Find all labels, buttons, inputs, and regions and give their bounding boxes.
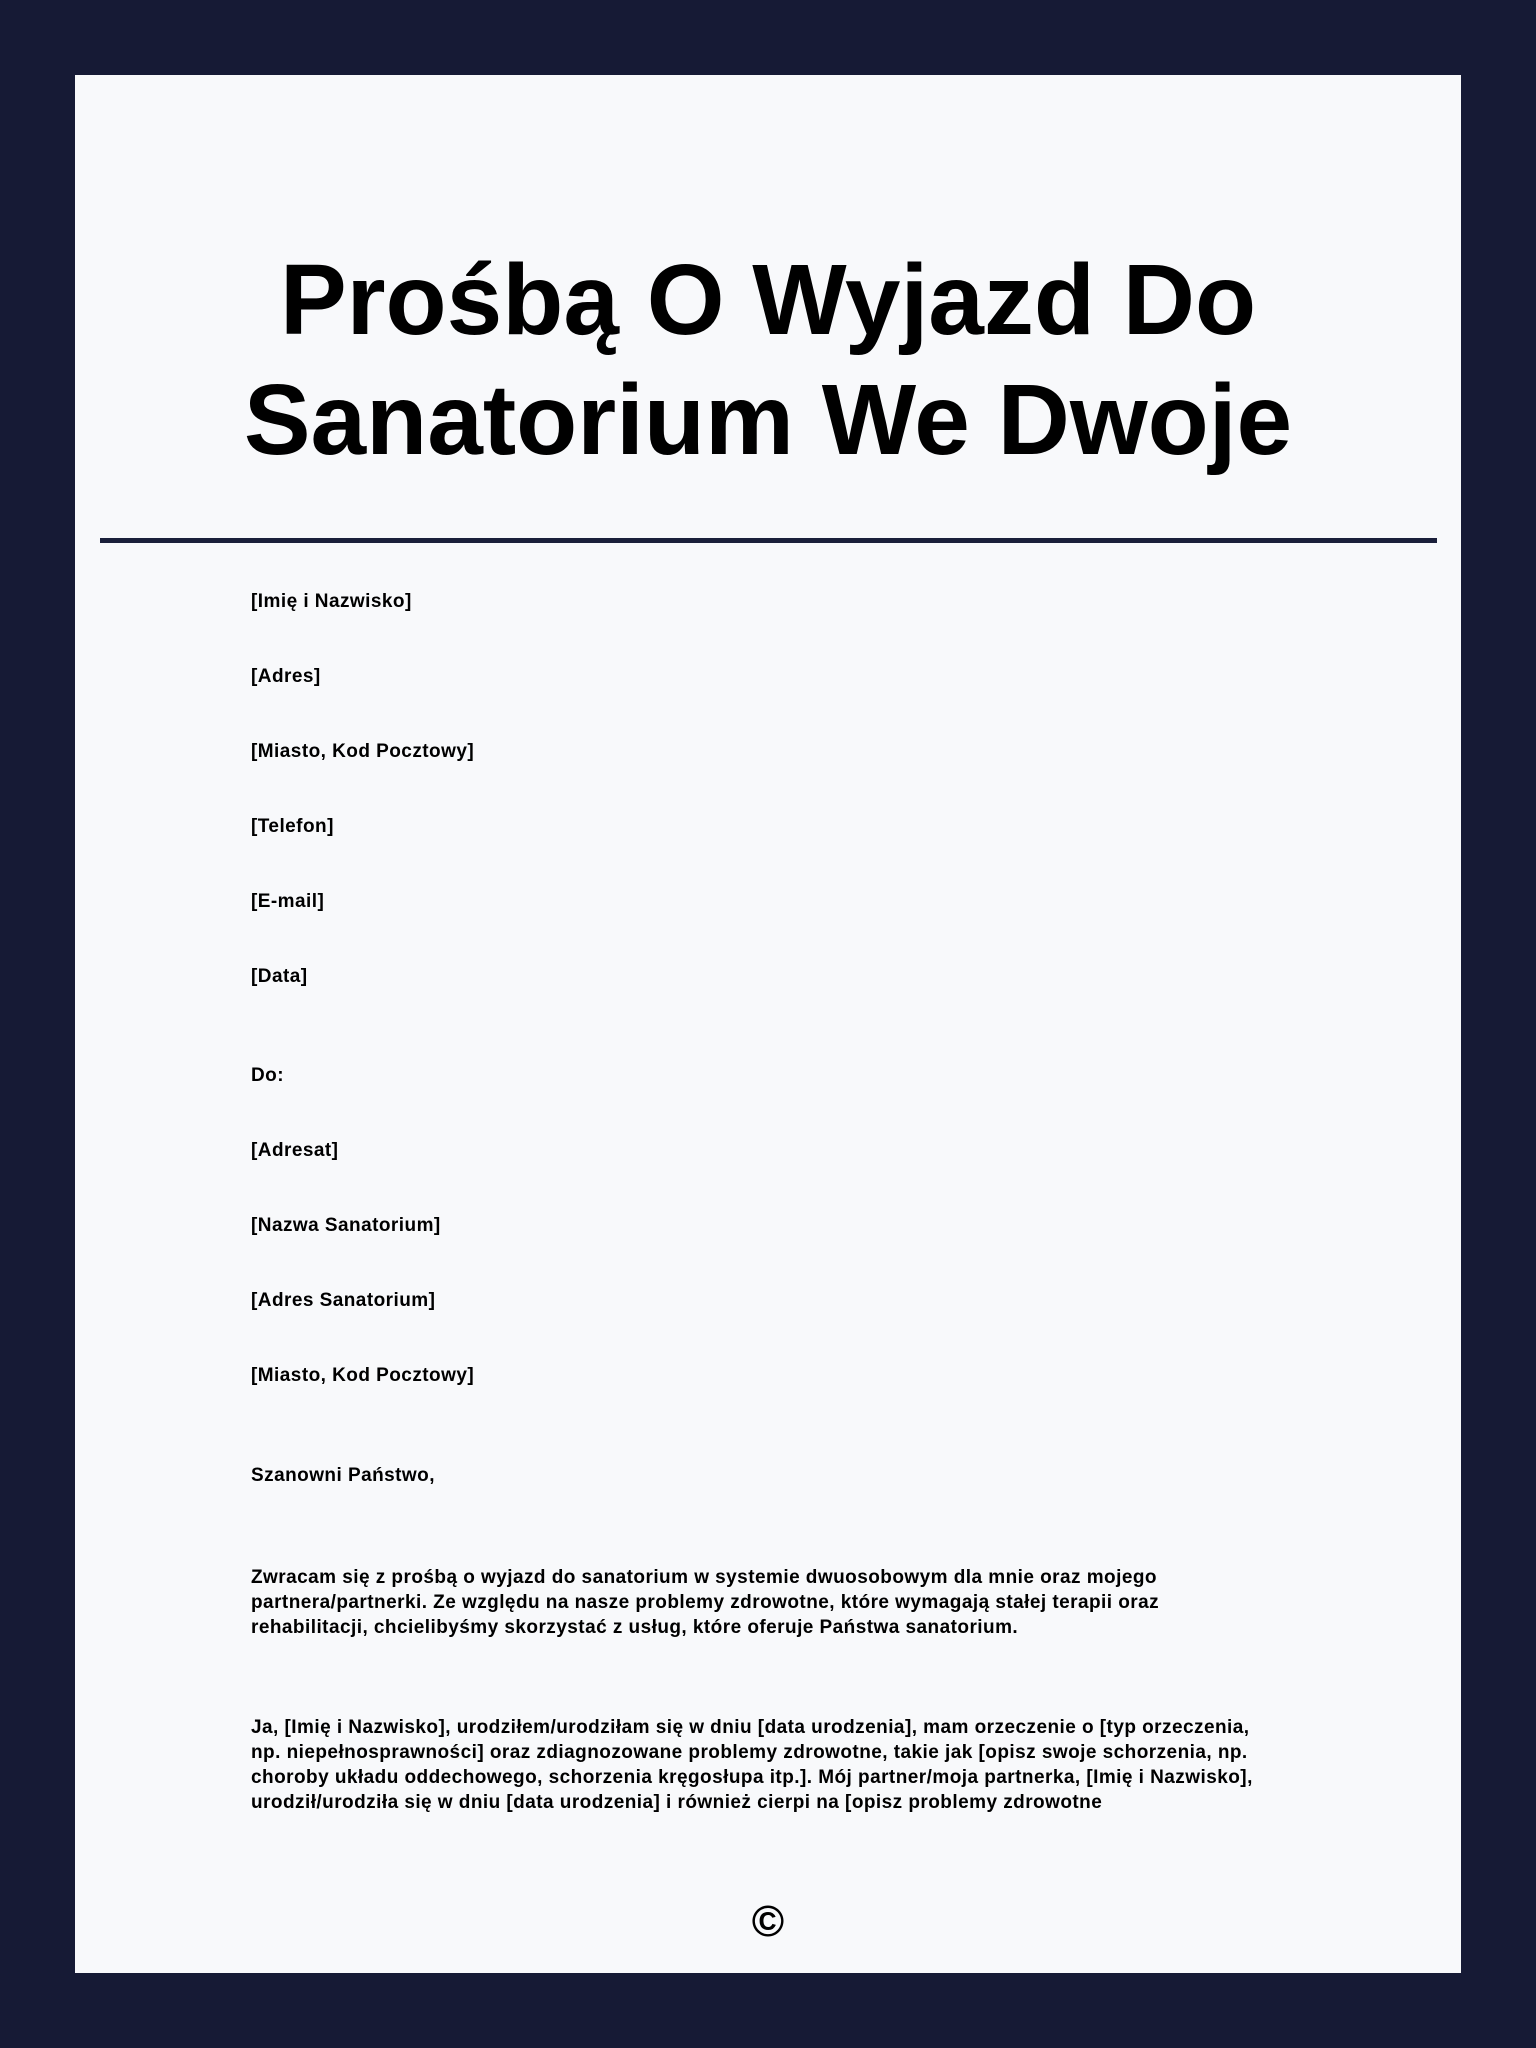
title-line-2: Sanatorium We Dwoje [243, 364, 1293, 476]
sender-date: [Data] [251, 966, 308, 987]
paragraph-line: Zwracam się z prośbą o wyjazd do sanatorium w systemie dwuosobowym dla mnie oraz mojego [251, 1567, 1157, 1588]
recipient-label: Do: [251, 1065, 285, 1086]
paragraph-line: np. niepełnosprawności] oraz zdiagnozowane problemy zdrowotne, takie jak [opisz swoje schorzenia, np. [251, 1742, 1248, 1763]
paragraph-line: urodził/urodziła się w dniu [data urodzenia] i również cierpi na [opisz problemy zdrowotne [251, 1792, 1103, 1813]
paragraph-line: Ja, [Imię i Nazwisko], urodziłem/urodziłam się w dniu [data urodzenia], mam orzeczenie o [typ orzeczenia, [251, 1717, 1250, 1738]
recipient-addressee: [Adresat] [251, 1140, 339, 1161]
recipient-sanatorium-address: [Adres Sanatorium] [251, 1290, 436, 1311]
sender-email: [E-mail] [251, 891, 325, 912]
sender-address: [Adres] [251, 666, 321, 687]
sender-phone: [Telefon] [251, 816, 334, 837]
title-divider [100, 538, 1437, 543]
copyright-icon: © [751, 1897, 785, 1946]
recipient-sanatorium-name: [Nazwa Sanatorium] [251, 1215, 441, 1236]
document-title [75, 240, 1461, 480]
document-page [75, 75, 1461, 1973]
paragraph-line: rehabilitacji, chcielibyśmy skorzystać z usług, które oferuje Państwa sanatorium. [251, 1617, 1019, 1638]
salutation: Szanowni Państwo, [251, 1465, 435, 1486]
recipient-city-postal: [Miasto, Kod Pocztowy] [251, 1365, 475, 1386]
body-paragraph-1 [251, 1565, 1291, 1640]
sender-name: [Imię i Nazwisko] [251, 591, 412, 612]
body-paragraph-2 [251, 1715, 1291, 1815]
title-line-1: Prośbą O Wyjazd Do [279, 244, 1257, 356]
paragraph-line: choroby układu oddechowego, schorzenia kręgosłupa itp.]. Mój partner/moja partnerka, [Imię i Nazwisko], [251, 1767, 1253, 1788]
paragraph-line: partnera/partnerki. Ze względu na nasze problemy zdrowotne, które wymagają stałej terapii oraz [251, 1592, 1160, 1613]
sender-city-postal: [Miasto, Kod Pocztowy] [251, 741, 475, 762]
